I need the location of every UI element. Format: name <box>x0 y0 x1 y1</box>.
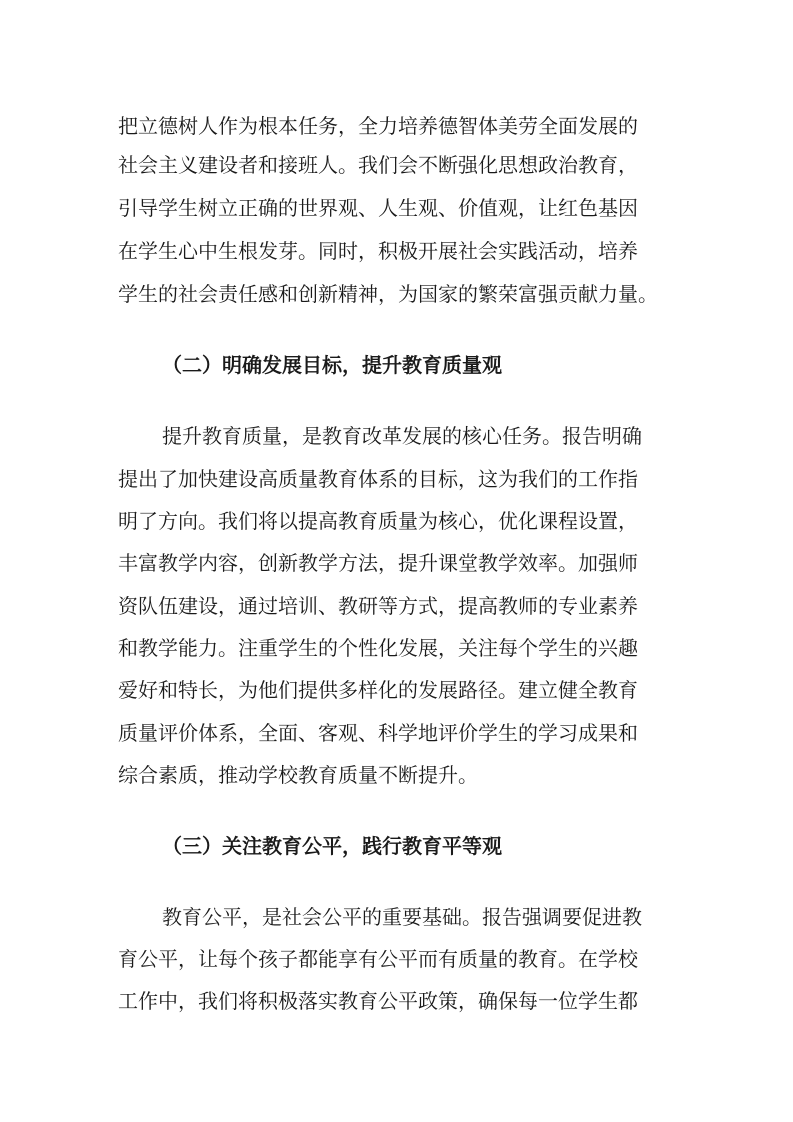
paragraph-2-line-9: 综合素质，推动学校教育质量不断提升。 <box>118 763 478 787</box>
paragraph-2-line-5: 资队伍建设，通过培训、教研等方式，提高教师的专业素养 <box>118 594 638 618</box>
paragraph-2-line-7: 爱好和特长，为他们提供多样化的发展路径。建立健全教育 <box>118 678 638 702</box>
section-heading-2: （二）明确发展目标，提升教育质量观 <box>162 353 502 377</box>
paragraph-2-line-2: 提出了加快建设高质量教育体系的目标，这为我们的工作指 <box>118 467 638 491</box>
paragraph-1-line-3: 引导学生树立正确的世界观、人生观、价值观，让红色基因 <box>118 196 638 220</box>
section-heading-3: （三）关注教育公平，践行教育平等观 <box>162 834 502 858</box>
paragraph-2-line-1: 提升教育质量，是教育改革发展的核心任务。报告明确 <box>162 424 642 448</box>
paragraph-2-line-4: 丰富教学内容，创新教学方法，提升课堂教学效率。加强师 <box>118 551 638 575</box>
paragraph-1-line-5: 学生的社会责任感和创新精神，为国家的繁荣富强贡献力量。 <box>118 282 658 306</box>
paragraph-1-line-2: 社会主义建设者和接班人。我们会不断强化思想政治教育， <box>118 153 638 177</box>
paragraph-2-line-3: 明了方向。我们将以提高教育质量为核心，优化课程设置， <box>118 509 638 533</box>
paragraph-1-line-4: 在学生心中生根发芽。同时，积极开展社会实践活动，培养 <box>118 239 638 263</box>
paragraph-2-line-8: 质量评价体系，全面、客观、科学地评价学生的学习成果和 <box>118 721 638 745</box>
paragraph-1-line-1: 把立德树人作为根本任务，全力培养德智体美劳全面发展的 <box>118 114 638 138</box>
paragraph-2-line-6: 和教学能力。注重学生的个性化发展，关注每个学生的兴趣 <box>118 636 638 660</box>
paragraph-3-line-3: 工作中，我们将积极落实教育公平政策，确保每一位学生都 <box>118 989 638 1013</box>
paragraph-3-line-2: 育公平，让每个孩子都能享有公平而有质量的教育。在学校 <box>118 947 638 971</box>
paragraph-3-line-1: 教育公平，是社会公平的重要基础。报告强调要促进教 <box>162 905 642 929</box>
